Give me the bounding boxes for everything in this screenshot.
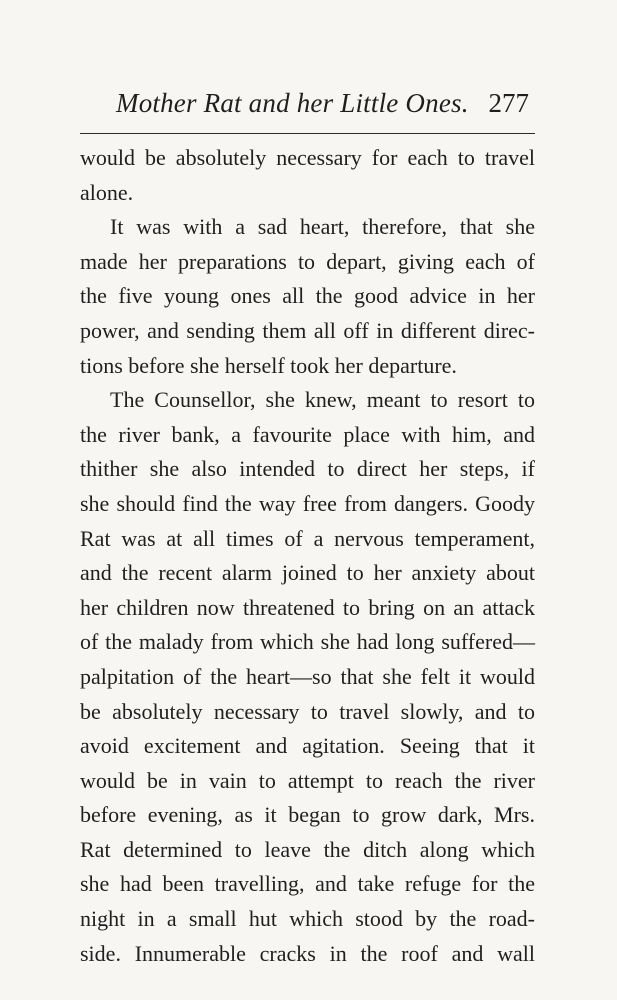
text-line: her children now threatened to bring on an attack <box>80 594 535 620</box>
text-line: power, and sending them all off in different direc- <box>80 317 535 343</box>
text-line: and the recent alarm joined to her anxiety about <box>80 560 535 586</box>
text-line: palpitation of the heart—so that she felt it would <box>80 663 535 689</box>
text-line: the five young ones all the good advice in her <box>80 283 535 309</box>
header-rule <box>80 133 535 134</box>
text-line: tions before she herself took her departure. <box>80 352 457 378</box>
running-title: Mother Rat and her Little Ones. <box>116 88 469 118</box>
text-line: It was with a sad heart, therefore, that she <box>110 214 535 240</box>
text-line: made her preparations to depart, giving each of <box>80 248 535 274</box>
text-line: Rat was at all times of a nervous temperament, <box>80 525 535 551</box>
text-line: she should find the way free from dangers. Goody <box>80 490 535 516</box>
text-line: be absolutely necessary to travel slowly, and to <box>80 698 535 724</box>
text-line: she had been travelling, and take refuge for the <box>80 871 535 897</box>
text-line: before evening, as it began to grow dark, Mrs. <box>80 802 535 828</box>
text-line: Rat determined to leave the ditch along which <box>80 836 535 862</box>
text-line: would be in vain to attempt to reach the river <box>80 767 535 793</box>
text-line: The Counsellor, she knew, meant to resort to <box>110 387 535 413</box>
text-line: thither she also intended to direct her steps, if <box>80 456 535 482</box>
text-line: side. Innumerable cracks in the roof and wall <box>80 940 535 966</box>
text-line: the river bank, a favourite place with him, and <box>80 421 535 447</box>
text-line: avoid excitement and agitation. Seeing that it <box>80 733 535 759</box>
text-line: would be absolutely necessary for each to travel <box>80 145 535 170</box>
text-line: night in a small hut which stood by the road- <box>80 906 535 932</box>
body-text <box>80 141 535 971</box>
text-line: alone. <box>80 179 134 205</box>
page-number: 277 <box>488 88 529 118</box>
running-header <box>80 88 535 122</box>
text-line: of the malady from which she had long suffered— <box>80 629 535 655</box>
